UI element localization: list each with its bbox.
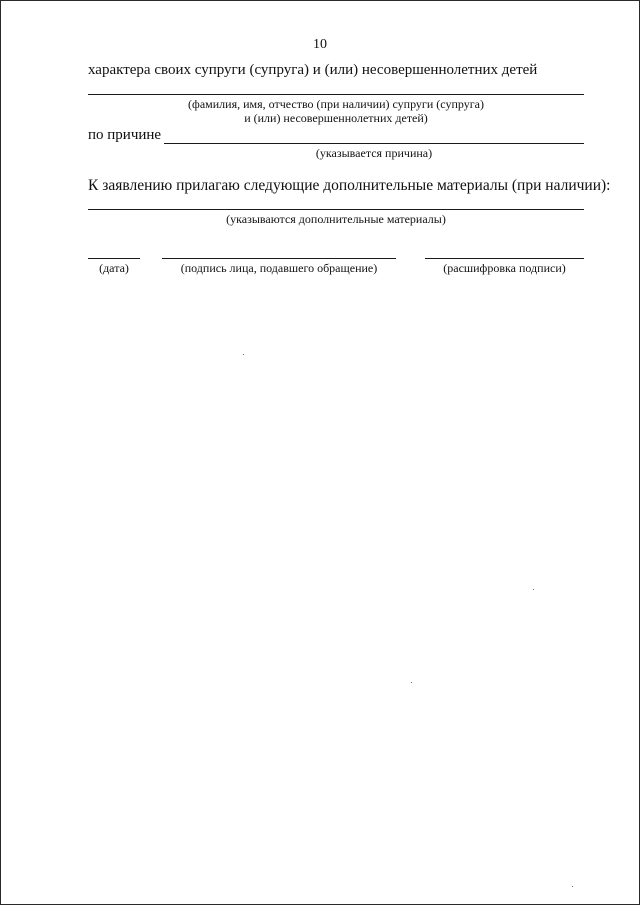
decoding-caption: (расшифровка подписи) — [443, 261, 566, 275]
attachments-caption: (указываются дополнительные материалы) — [226, 212, 446, 226]
attachments-blank-line[interactable] — [88, 209, 584, 210]
scan-speck — [572, 886, 573, 887]
name-caption-line1: (фамилия, имя, отчество (при наличии) супруги (супруга) — [188, 97, 484, 111]
name-caption-line2: и (или) несовершеннолетних детей) — [244, 111, 428, 125]
decoding-blank-line[interactable] — [425, 258, 584, 259]
scan-speck — [411, 682, 412, 683]
reason-caption: (указывается причина) — [315, 146, 433, 160]
signature-blank-line[interactable] — [162, 258, 396, 259]
page-number: 10 — [313, 37, 327, 52]
scan-speck — [533, 589, 534, 590]
scan-speck — [243, 354, 244, 355]
date-blank-line[interactable] — [88, 258, 140, 259]
intro-line: характера своих супруги (супруга) и (или) несовершеннолетних детей — [88, 62, 538, 78]
name-blank-line[interactable] — [88, 94, 584, 95]
reason-label: по причине — [88, 127, 162, 143]
signature-caption: (подпись лица, подавшего обращение) — [180, 261, 378, 275]
date-caption: (дата) — [99, 261, 129, 275]
reason-blank-line[interactable] — [164, 143, 584, 144]
attachments-text: К заявлению прилагаю следующие дополнительные материалы (при наличии): — [88, 177, 611, 194]
